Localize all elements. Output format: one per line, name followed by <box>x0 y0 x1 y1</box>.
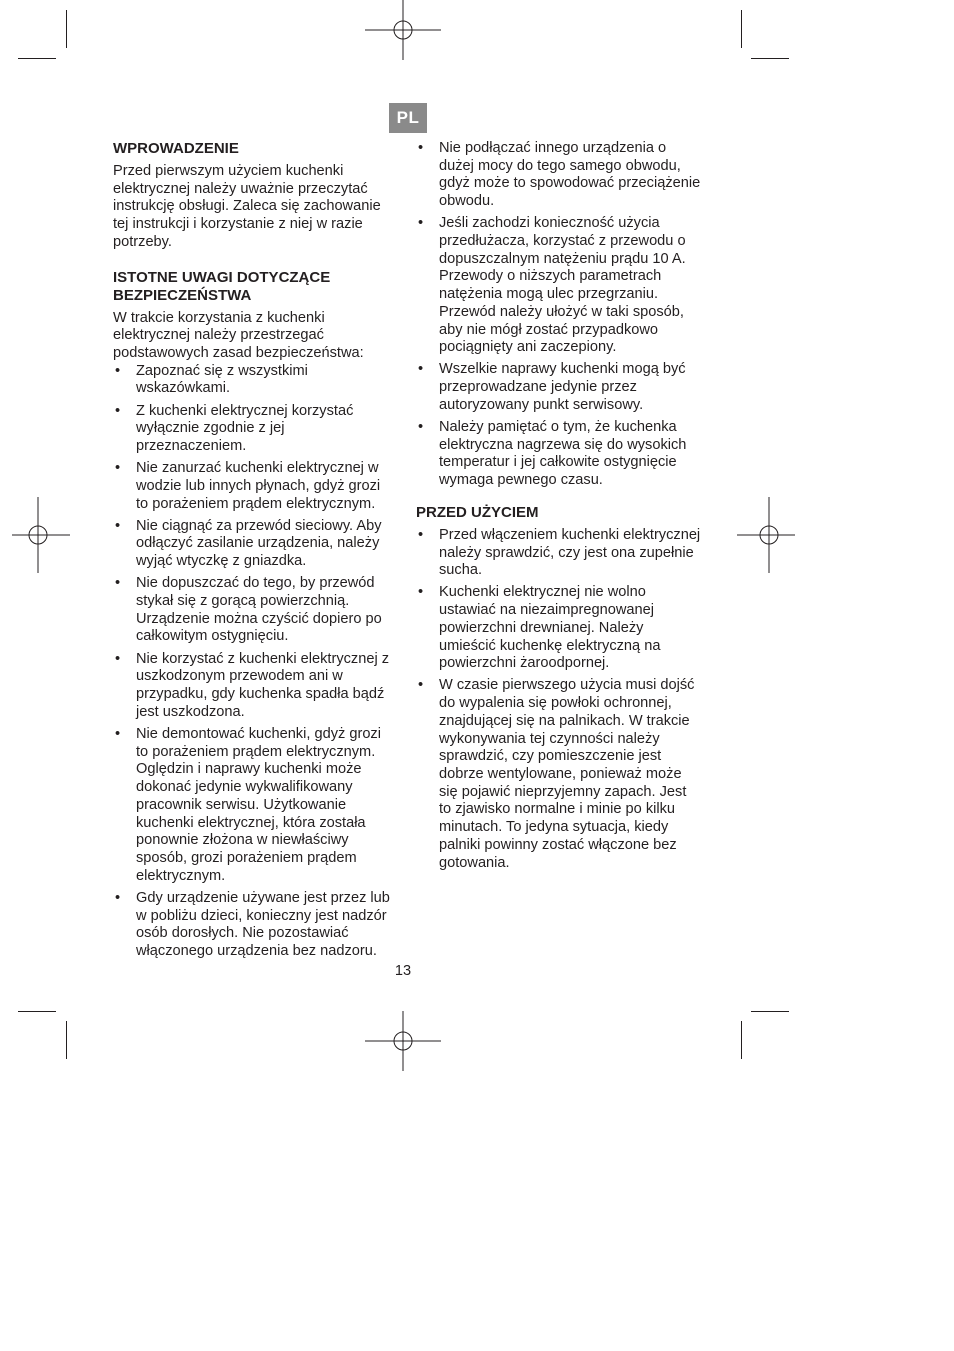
list-item: • Zapoznać się z wszystkimi wskazówkami. <box>113 363 395 398</box>
list-item: • Kuchenki elektrycznej nie wolno ustawiać na niezaimpregnowanej powierzchni drewnianej. Należy umieścić kuchenkę elektryczną na powierzchni żaroodpornej. <box>416 584 702 673</box>
safety-list <box>113 363 395 961</box>
crop-mark <box>18 1011 56 1012</box>
crop-mark <box>66 10 67 48</box>
safety-intro-paragraph: W trakcie korzystania z kuchenki elektrycznej należy przestrzegać podstawowych zasad bezpieczeństwa: <box>113 309 364 361</box>
crop-mark <box>741 1021 742 1059</box>
list-item: • Przed włączeniem kuchenki elektrycznej należy sprawdzić, czy jest ona zupełnie sucha. <box>416 527 702 580</box>
list-item: • Wszelkie naprawy kuchenki mogą być przeprowadzane jedynie przez autoryzowany punkt serwisowy. <box>416 361 702 414</box>
list-item: • Nie korzystać z kuchenki elektrycznej z uszkodzonym przewodem ani w przypadku, gdy kuchenka spadła bądź jest uszkodzona. <box>113 651 395 722</box>
registration-mark-icon <box>0 497 76 573</box>
list-item: • Nie dopuszczać do tego, by przewód stykał się z gorącą powierzchnią. Urządzenie można czyścić dopiero po całkowitym ostygnięciu. <box>113 575 395 646</box>
list-item: • W czasie pierwszego użycia musi dojść do wypalenia się powłoki ochronnej, znajdującej się na palnikach. W trakcie wykonywania tej czynności należy sprawdzić, czy pomieszczenie jest dobrze wentylowane, ponieważ może się pojawić nieprzyjemny zapach. Jest to zjawisko normalne i minie po kilku minutach. To jedyna sytuacja, kiedy palniki powinny zostać włączone bez gotowania. <box>416 677 702 872</box>
language-tab: PL <box>389 103 427 133</box>
list-item: • Z kuchenki elektrycznej korzystać wyłącznie zgodnie z jej przeznaczeniem. <box>113 403 395 456</box>
before-use-heading: PRZED UŻYCIEM <box>416 503 539 521</box>
right-column <box>416 138 702 872</box>
safety-list-continued <box>416 140 702 490</box>
registration-mark-icon <box>365 1003 441 1079</box>
before-use-list <box>416 527 702 872</box>
list-item: • Gdy urządzenie używane jest przez lub w pobliżu dzieci, konieczny jest nadzór osób dorosłych. Nie pozostawiać włączonego urządzenia bez nadzoru. <box>113 890 395 961</box>
registration-mark-icon <box>365 0 441 68</box>
list-item: • Nie zanurzać kuchenki elektrycznej w wodzie lub innych płynach, gdyż grozi to porażeniem prądem elektrycznym. <box>113 460 395 513</box>
list-item: • Należy pamiętać o tym, że kuchenka elektryczna nagrzewa się do wysokich temperatur i jej całkowite ostygnięcie wymaga pewnego czasu. <box>416 419 702 490</box>
list-item: • Nie demontować kuchenki, gdyż grozi to porażeniem prądem elektrycznym. Oględzin i naprawy kuchenki może dokonać jedynie wykwalifikowany pracownik serwisu. Użytkowanie kuchenki elektrycznej, która została ponownie złożona w niewłaściwy sposób, grozi porażeniem prądem elektrycznym. <box>113 726 395 885</box>
crop-mark <box>18 58 56 59</box>
page-number: 13 <box>394 963 412 979</box>
list-item: • Jeśli zachodzi konieczność użycia przedłużacza, korzystać z przewodu o dopuszczalnym natężeniu prądu 10 A. Przewody o niższych parametrach natężenia mogą ulec przegrzaniu. Przewód należy ułożyć w taki sposób, aby nie mógł zostać przypadkowo pociągnięty ani zaczepiony. <box>416 215 702 357</box>
crop-mark <box>751 1011 789 1012</box>
intro-paragraph: Przed pierwszym użyciem kuchenki elektrycznej należy uważnie przeczytać instrukcję obsługi. Zaleca się zachowanie tej instrukcji i korzystanie z niej w razie potrzeby. <box>113 163 381 250</box>
crop-mark <box>66 1021 67 1059</box>
crop-mark <box>741 10 742 48</box>
list-item: • Nie podłączać innego urządzenia o dużej mocy do tego samego obwodu, gdyż może to spowodować przeciążenie obwodu. <box>416 140 702 211</box>
safety-heading: ISTOTNE UWAGI DOTYCZĄCE BEZPIECZEŃSTWA <box>113 268 331 304</box>
intro-heading: WPROWADZENIE <box>113 140 239 157</box>
crop-mark <box>751 58 789 59</box>
left-column <box>113 138 395 961</box>
registration-mark-icon <box>731 497 807 573</box>
list-item: • Nie ciągnąć za przewód sieciowy. Aby odłączyć zasilanie urządzenia, należy wyjąć wtyczkę z gniazdka. <box>113 518 395 571</box>
